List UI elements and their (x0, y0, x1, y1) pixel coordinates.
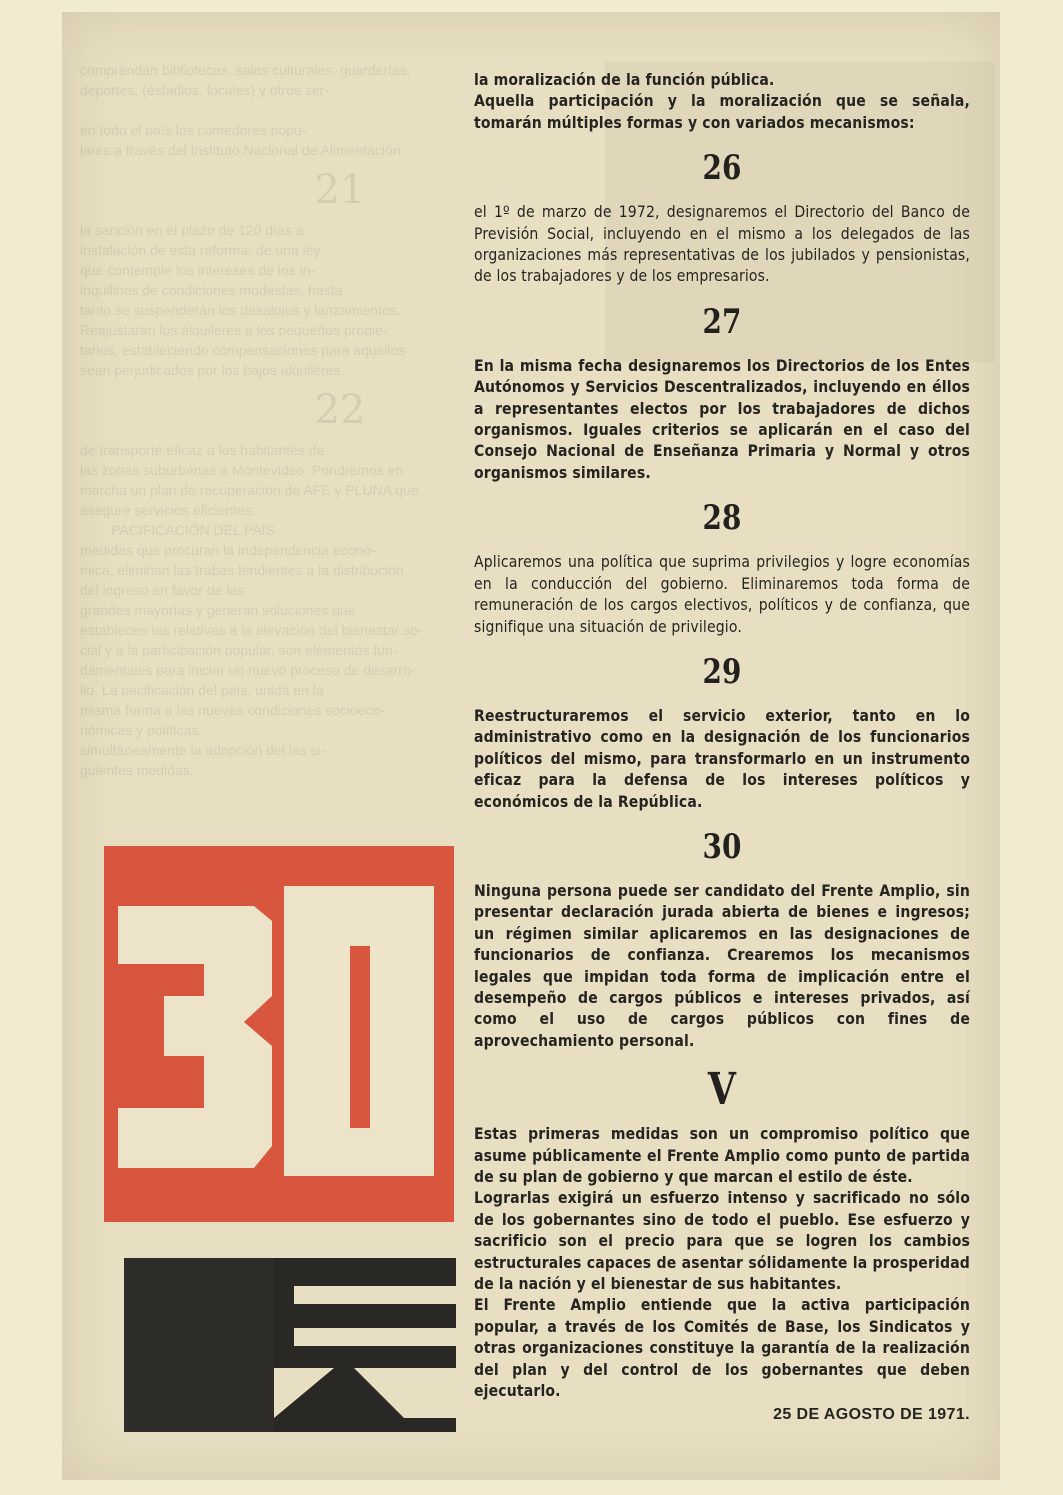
article-date: 25 DE AGOSTO DE 1971. (773, 1406, 970, 1424)
section-number-27: 27 (702, 301, 742, 342)
section-v-paragraph-2: Lograrlas exigirá un esfuerzo intenso y sacrificado no sólo de los gobernantes sino de todo el pueblo. Ese esfuerzo y sacrificio son el precio para que se logren los cambios estructurales capaces de asentar sólidamente la prosperidad de la nación y el bienestar de sus habitantes. (474, 1189, 970, 1294)
article-column (474, 70, 970, 1426)
section-28-text: Aplicaremos una política que suprima privilegios y logre economías en la conducción del gobierno. Eliminaremos toda forma de remuneración de los cargos electivos, políticos y de confianza, que signifique una situación de privilegio. (474, 553, 970, 636)
intro-line-2: Aquella participación y la moralización que se señala, tomarán múltiples formas y con variados mecanismos: (474, 92, 970, 132)
logo-fa-shape (124, 1258, 456, 1432)
section-number-30: 30 (702, 826, 742, 867)
reverse-side-show-through: comprendan bibliotecas, salas culturales, guarderías, deportes, (estadios, locales) y otros ser- en todo el país los comedores popu- lares a través del Instituto Nacional de Alimentación. 21 la sanción en el plazo de 120 días a instalación de esta reforma, de una ley que contemple los intereses de los in- inquilinos de condiciones modestas, hasta tanto se suspenderán los desalojos y lanzamientos. Reajustarán los alquileres a los pequeños propie- tarios, estableciendo compensaciones para aquellos sean perjudicados por los bajos alquileres. 22 de transporte eficaz a los habitantes de las zonas suburbanas a Montevideo. Pondremos en marcha un plan de recuperación de AFE y PLUNA que asegure servicios eficientes. PACIFICACIÓN DEL PAÍS medidas que procuran la independencia econó- mica, eliminan las trabas tendientes a la distribución del ingreso en favor de las grandes mayorías y generan soluciones que establecen las relativas a la elevación del bienestar so- cial y a la participación popular, son elementos fun- damentales para iniciar un nuevo proceso de desarro- llo. La pacificación del país, unida en la misma forma a las nuevas condiciones socioeco- nómicas y políticas. simultáneamente la adopción del las si- guientes medidas: (80, 62, 423, 778)
intro-line-1: la moralización de la función pública. (474, 71, 775, 89)
section-v-paragraph-1: Estas primeras medidas son un compromiso político que asume públicamente el Frente Amplio como punto de partida de su plan de gobierno y que marcan el estilo de éste. (474, 1125, 970, 1186)
section-v-paragraph-3: El Frente Amplio entiende que la activa participación popular, a través de los Comités de Base, los Sindicatos y otras organizaciones constituye la garantía de la realización del plan y del control de los gobernantes que deben ejecutarlo. (474, 1296, 970, 1401)
section-27-text: En la misma fecha designaremos los Directorios de los Entes Autónomos y Servicios Descentralizados, incluyendo en éllos a representantes electos por los trabajadores de dichos organismos. Iguales criterios se aplicarán en el caso del Consejo Nacional de Enseñanza Primaria y Normal y otros organismos similares. (474, 356, 970, 482)
logo-30-digits (104, 846, 454, 1222)
section-26-text: el 1º de marzo de 1972, designaremos el Directorio del Banco de Previsión Social, incluyendo en el mismo a los delegados de las organizaciones más representativas de los jubilados y pensionistas, de los trabajadores y de los empresarios. (474, 203, 970, 286)
logo-fa-dark-block (124, 1258, 456, 1432)
section-30-text: Ninguna persona puede ser candidato del Frente Amplio, sin presentar declaración jurada abierta de bienes e ingresos; un régimen similar aplicaremos en las designaciones de funcionarios de confianza. Crearemos los mecanismos legales que impidan toda forma de implicación entre el desempeño de cargos públicos e intereses privados, así como el uso de cargos públicos con fines de aprovechamiento personal. (474, 881, 970, 1050)
section-number-29: 29 (702, 651, 742, 692)
logo-30-red-block (104, 846, 454, 1222)
section-number-26: 26 (702, 148, 742, 189)
section-heading-v: V (707, 1064, 737, 1116)
section-29-text: Reestructuraremos el servicio exterior, tanto en lo administrativo como en la designación de los funcionarios políticos del mismo, para transformarlo en un instrumento eficaz para la defensa de los intereses políticos y económicos de la República. (474, 706, 970, 811)
section-number-28: 28 (702, 498, 742, 539)
